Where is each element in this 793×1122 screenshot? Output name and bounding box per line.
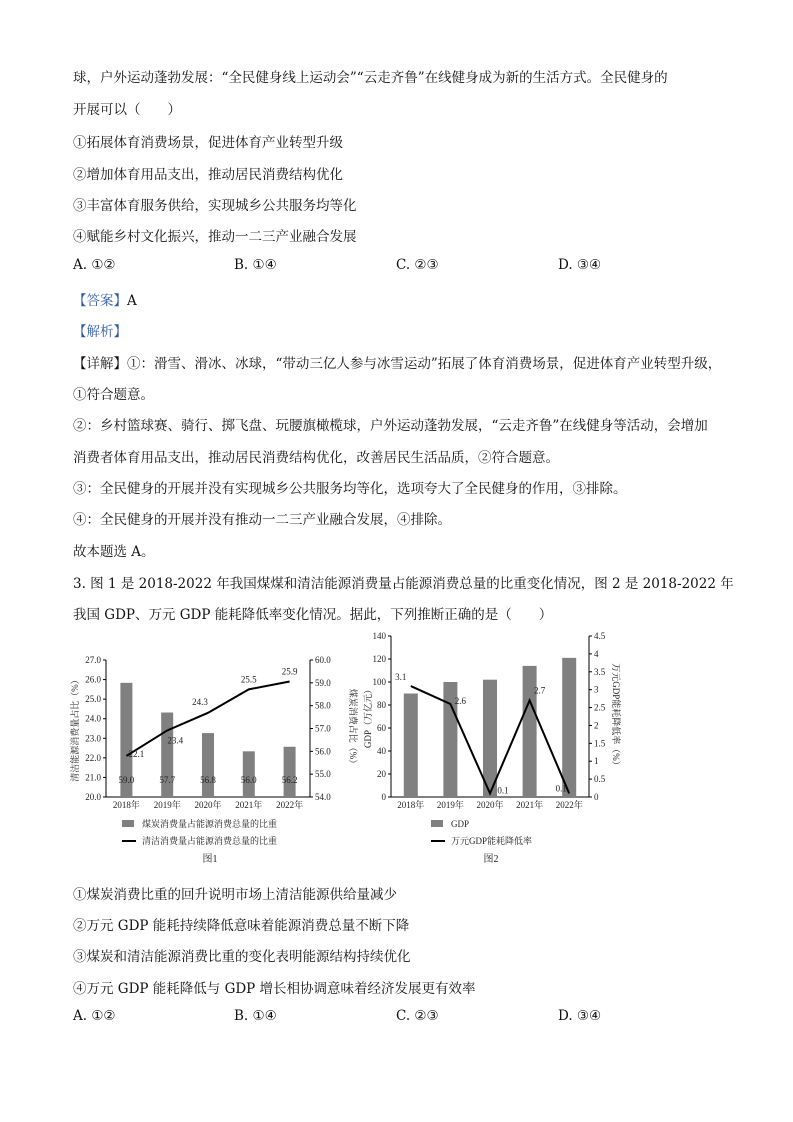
y-tick-label-left: 27.0 <box>85 655 101 665</box>
bar-value-label: 56.0 <box>240 775 257 785</box>
q2-option-b[interactable]: B. ①④ <box>234 257 277 273</box>
q2-statement-4: ④赋能乡村文化振兴，推动一二三产业融合发展 <box>73 229 357 245</box>
x-tick-label: 2018年 <box>397 800 425 810</box>
answer-value: A <box>127 293 137 309</box>
y-tick-label-left: 20.0 <box>85 792 101 802</box>
q3-option-d[interactable]: D. ③④ <box>558 1008 602 1024</box>
bar-value-label: 59.0 <box>118 775 135 785</box>
answer-tag: 【答案】 <box>73 293 127 309</box>
y-tick-label-right: 3.5 <box>594 666 606 677</box>
q2-detail-1b: ①符合题意。 <box>73 387 154 403</box>
legend-bar-swatch <box>122 820 134 827</box>
line-value-label: 23.4 <box>167 735 184 746</box>
bar-value-label: 56.8 <box>200 775 216 785</box>
legend-line-label: 清洁消费量占能源消费总量的比重 <box>142 836 278 846</box>
y-tick-label-right: 57.0 <box>315 723 331 734</box>
y-tick-label-left: 0 <box>381 792 386 802</box>
q3-option-a[interactable]: A. ①② <box>73 1008 116 1024</box>
q3-stem-line1: 3. 图 1 是 2018-2022 年我国煤煤和清洁能源消费量占能源消费总量的比重变化情况，图 2 是 2018-2022 年 <box>73 576 734 592</box>
x-tick-label: 2020年 <box>194 800 222 810</box>
q3-option-b[interactable]: B. ①④ <box>234 1008 277 1024</box>
q2-detail-2a: ②：乡村篮球赛、骑行、掷飞盘、玩腰旗橄榄球，户外运动蓬勃发展，“云走齐鲁”在线健身等活动，会增加 <box>73 418 708 434</box>
q2-statement-1: ①拓展体育消费场景，促进体育产业转型升级 <box>73 135 343 151</box>
q3-option-c[interactable]: C. ②③ <box>396 1008 439 1024</box>
legend-bar-swatch <box>431 820 443 827</box>
q3-stem-line2: 我国 GDP、万元 GDP 能耗降低率变化情况。据此，下列推断正确的是（ ） <box>73 607 553 623</box>
x-tick-label: 2018年 <box>112 800 140 810</box>
y-tick-label-left: 24.0 <box>85 713 101 724</box>
q2-answer <box>73 289 137 309</box>
x-tick-label: 2019年 <box>153 800 181 810</box>
x-tick-label: 2021年 <box>235 800 263 810</box>
q2-detail-2b: 消费者体育用品支出，推动居民消费结构优化，改善居民生活品质，②符合题意。 <box>73 450 559 466</box>
y-tick-label-right: 58.0 <box>315 700 331 711</box>
figure-1-chart <box>70 630 370 870</box>
y-tick-label-left: 22.0 <box>85 752 101 763</box>
bar-value-label: 57.7 <box>159 775 176 785</box>
y-tick-label-right: 4.5 <box>594 631 606 641</box>
detail-tag: 【详解】 <box>73 356 127 372</box>
y-axis-title-left: GDP（万亿元） <box>363 684 373 749</box>
y-tick-label-left: 26.0 <box>85 674 101 685</box>
y-tick-label-left: 21.0 <box>85 772 101 783</box>
y-axis-title-left: 清洁能源消费量占比（%） <box>70 675 80 782</box>
line-value-label: 0.1 <box>555 783 567 794</box>
y-tick-label-right: 55.0 <box>315 769 331 780</box>
line-value-label: 3.1 <box>395 672 407 683</box>
y-axis-title-right: 煤炭消费占比（%） <box>348 688 358 769</box>
line-value-label: 22.1 <box>128 748 145 759</box>
detail-1a-text: ①：滑雪、滑冰、冰球，“带动三亿人参与冰雪运动”拓展了体育消费场景，促进体育产业转型升级， <box>127 356 722 372</box>
y-tick-label-right: 1.5 <box>594 738 606 749</box>
y-tick-label-right: 56.0 <box>315 746 331 757</box>
q2-option-a[interactable]: A. ①② <box>73 257 116 273</box>
figure-caption: 图1 <box>202 854 218 865</box>
x-tick-label: 2022年 <box>555 800 583 810</box>
figure-caption: 图2 <box>483 854 499 865</box>
figure-2-chart <box>363 630 663 870</box>
q2-detail-4: ④：全民健身的开展并没有推动一二三产业融合发展，④排除。 <box>73 512 451 528</box>
bar-value-label: 56.2 <box>281 775 298 785</box>
y-tick-label-right: 60.0 <box>315 655 331 665</box>
y-tick-label-left: 100 <box>372 677 386 687</box>
y-tick-label-left: 140 <box>372 631 386 641</box>
line-value-label: 25.5 <box>240 674 257 685</box>
x-tick-label: 2021年 <box>516 800 544 810</box>
q3-statement-4: ④万元 GDP 能耗降低与 GDP 增长相协调意味着经济发展更有效率 <box>73 981 476 997</box>
q2-detail-3: ③：全民健身的开展并没有实现城乡公共服务均等化，选项夸大了全民健身的作用，③排除。 <box>73 481 627 497</box>
y-tick-label-left: 20 <box>377 769 386 779</box>
x-tick-label: 2022年 <box>276 800 304 810</box>
y-tick-label-left: 25.0 <box>85 694 101 705</box>
y-tick-label-right: 54.0 <box>315 792 331 802</box>
y-tick-label-right: 59.0 <box>315 677 331 688</box>
y-tick-label-right: 0 <box>594 792 599 802</box>
y-tick-label-right: 2.5 <box>594 702 606 713</box>
y-tick-label-left: 40 <box>377 746 386 756</box>
y-tick-label-right: 0.5 <box>594 774 606 785</box>
q2-option-d[interactable]: D. ③④ <box>558 257 602 273</box>
y-tick-label-right: 3 <box>594 684 599 695</box>
q3-statement-3: ③煤炭和清洁能源消费比重的变化表明能源结构持续优化 <box>73 949 411 965</box>
legend-bar-label: GDP <box>451 819 470 829</box>
y-tick-label-left: 23.0 <box>85 733 101 744</box>
y-tick-label-left: 60 <box>377 723 386 733</box>
legend-bar-label: 煤炭消费量占能源消费总量的比重 <box>142 819 278 829</box>
q2-stem-line2: 开展可以（ ） <box>73 102 181 118</box>
line-value-label: 0.1 <box>497 785 509 796</box>
q3-statement-1: ①煤炭消费比重的回升说明市场上清洁能源供给量减少 <box>73 887 397 903</box>
line-value-label: 2.7 <box>533 685 546 696</box>
y-tick-label-right: 4 <box>594 648 599 659</box>
bar <box>202 733 214 797</box>
line-value-label: 24.3 <box>192 696 208 707</box>
y-tick-label-right: 2 <box>594 720 599 731</box>
q2-option-c[interactable]: C. ②③ <box>396 257 439 273</box>
y-tick-label-right: 1 <box>594 756 599 767</box>
bar <box>404 694 418 798</box>
q2-conclusion: 故本题选 A。 <box>73 544 155 560</box>
y-tick-label-left: 80 <box>377 700 386 710</box>
bar <box>281 747 298 797</box>
q2-stem-line1: 球，户外运动蓬勃发展：“全民健身线上运动会”“云走齐鲁”在线健身成为新的生活方式。全民健身的 <box>73 70 668 86</box>
legend-line-label: 万元GDP能耗降低率 <box>451 836 533 846</box>
q2-analysis-tag: 【解析】 <box>73 324 127 340</box>
q3-statement-2: ②万元 GDP 能耗持续降低意味着能源消费总量不断下降 <box>73 918 410 934</box>
bar <box>562 658 576 797</box>
y-axis-title-right: 万元GDP能耗降低率（%） <box>611 663 621 770</box>
q2-detail-1a <box>73 352 721 372</box>
q2-statement-3: ③丰富体育服务供给，实现城乡公共服务均等化 <box>73 198 357 214</box>
x-tick-label: 2019年 <box>436 800 464 810</box>
line-value-label: 25.9 <box>281 666 298 677</box>
q2-statement-2: ②增加体育用品支出，推动居民消费结构优化 <box>73 167 343 183</box>
y-tick-label-left: 120 <box>372 654 386 664</box>
x-tick-label: 2020年 <box>476 800 504 810</box>
line-value-label: 2.6 <box>454 695 467 706</box>
